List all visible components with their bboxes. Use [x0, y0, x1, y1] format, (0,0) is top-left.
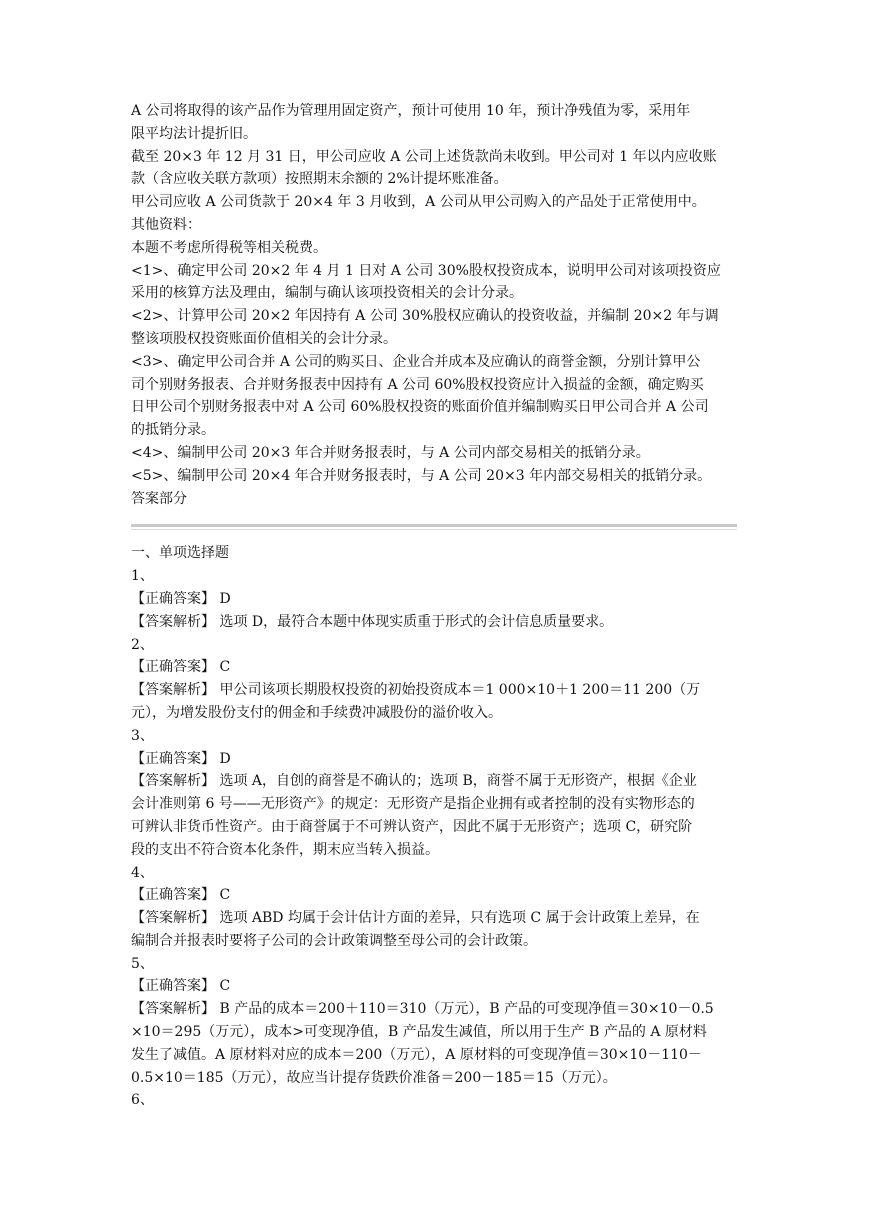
- document-page: [131, 100, 741, 1112]
- text-line: 日甲公司个别财务报表中对 A 公司 60%股权投资的账面价值并编制购买日甲公司合并 A 公司: [131, 399, 709, 416]
- text-line: 截至 20×3 年 12 月 31 日，甲公司应收 A 公司上述货款尚未收到。甲公司对 1 年以内应收账: [131, 148, 717, 165]
- text-line: 可辨认非货币性资产。由于商誉属于不可辨认资产，因此不属于无形资产；选项 C，研究阶: [131, 818, 693, 835]
- text-line: 编制合并报表时要将子公司的会计政策调整至母公司的会计政策。: [131, 932, 537, 949]
- text-line: 款（含应收关联方款项）按照期末余额的 2%计提坏账准备。: [131, 171, 508, 188]
- text-line: 整该项股权投资账面价值相关的会计分录。: [131, 330, 397, 347]
- answer-explanation: 【答案解析】 选项 D，最符合本题中体现实质重于形式的会计信息质量要求。: [131, 613, 614, 630]
- question-number: 5、: [131, 955, 154, 972]
- text-line: 元），为增发股份支付的佣金和手续费冲减股份的溢价收入。: [131, 704, 502, 721]
- correct-answer: 【正确答案】 C: [131, 887, 231, 904]
- answer-explanation: 【答案解析】 选项 ABD 均属于会计估计方面的差异，只有选项 C 属于会计政策上差异，在: [131, 910, 700, 927]
- text-line: 甲公司应收 A 公司货款于 20×4 年 3 月收到，A 公司从甲公司购入的产品处于正常使用中。: [131, 194, 706, 211]
- correct-answer: 【正确答案】 C: [131, 659, 231, 676]
- question-number: 3、: [131, 727, 154, 744]
- question-item: <1>、确定甲公司 20×2 年 4 月 1 日对 A 公司 30%股权投资成本，说明甲公司对该项投资应: [131, 262, 721, 279]
- question-text-block: [131, 100, 741, 510]
- question-number: 2、: [131, 636, 154, 653]
- text-line: A 公司将取得的该产品作为管理用固定资产，预计可使用 10 年，预计净残值为零，采用年: [131, 103, 691, 119]
- question-item: <5>、编制甲公司 20×4 年合并财务报表时，与 A 公司 20×3 年内部交易相关的抵销分录。: [131, 467, 712, 484]
- text-line: 会计准则第 6 号——无形资产》的规定：无形资产是指企业拥有或者控制的没有实物形态的: [131, 796, 695, 813]
- text-line: 段的支出不符合资本化条件，期末应当转入损益。: [131, 841, 439, 858]
- question-number: 4、: [131, 864, 154, 881]
- question-item: <3>、确定甲公司合并 A 公司的购买日、企业合并成本及应确认的商誉金额，分别计算甲公: [131, 353, 701, 370]
- text-line: 的抵销分录。: [131, 422, 215, 439]
- answer-section-heading: 答案部分: [131, 490, 187, 507]
- text-line: ×10＝295（万元），成本>可变现净值，B 产品发生减值，所以用于生产 B 产品的 A 原材料: [131, 1024, 707, 1041]
- answer-text-block: [131, 542, 741, 1112]
- text-line: 其他资料：: [131, 216, 201, 233]
- text-line: 采用的核算方法及理由，编制与确认该项投资相关的会计分录。: [131, 285, 523, 302]
- correct-answer: 【正确答案】 C: [131, 978, 231, 995]
- answer-explanation: 【答案解析】 选项 A，自创的商誉是不确认的；选项 B，商誉不属于无形资产，根据《企业: [131, 773, 697, 790]
- text-line: 司个别财务报表、合并财务报表中因持有 A 公司 60%股权投资应计入损益的金额，确定购买: [131, 376, 704, 393]
- correct-answer: 【正确答案】 D: [131, 590, 231, 607]
- text-line: 发生了减值。A 原材料对应的成本＝200（万元），A 原材料的可变现净值＝30×10－110－: [131, 1046, 702, 1063]
- section-divider: [131, 524, 737, 530]
- question-item: <4>、编制甲公司 20×3 年合并财务报表时，与 A 公司内部交易相关的抵销分录。: [131, 444, 650, 461]
- text-line: 限平均法计提折旧。: [131, 125, 257, 142]
- question-number: 1、: [131, 568, 154, 585]
- text-line: 本题不考虑所得税等相关税费。: [131, 239, 327, 256]
- section-heading: 一、单项选择题: [131, 545, 229, 562]
- answer-explanation: 【答案解析】 B 产品的成本＝200＋110＝310（万元），B 产品的可变现净值＝30×10－0.5: [131, 1001, 714, 1018]
- question-number: 6、: [131, 1092, 154, 1109]
- question-item: <2>、计算甲公司 20×2 年因持有 A 公司 30%股权应确认的投资收益，并编制 20×2 年与调: [131, 308, 719, 325]
- answer-explanation: 【答案解析】 甲公司该项长期股权投资的初始投资成本＝1 000×10＋1 200＝11 200（万: [131, 682, 701, 699]
- text-line: 0.5×10＝185（万元），故应当计提存货跌价准备＝200－185＝15（万元）。: [131, 1069, 617, 1086]
- correct-answer: 【正确答案】 D: [131, 750, 231, 767]
